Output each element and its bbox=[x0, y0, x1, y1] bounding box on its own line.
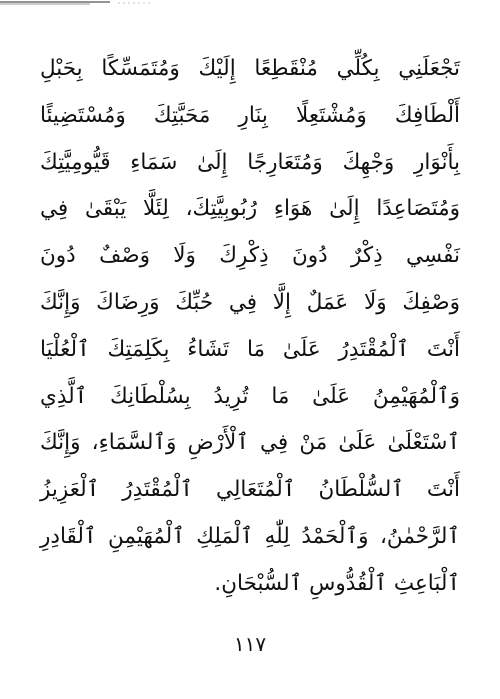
text-line-5: نَفْسِي ذِكْرٌ دُونَ ذِكْرِكَ وَلَا وَصْفٌ دُونَ bbox=[40, 243, 460, 269]
text-line-9: ٱسْتَعْلَىٰ عَلَىٰ مَنْ فِي ٱلْأَرْضِ وَٱلسَّمَاءِ، وَإِنَّكَ bbox=[40, 430, 460, 456]
page-number: ١١٧ bbox=[233, 632, 267, 656]
text-line-11: ٱلرَّحْمٰنُ، وَٱلْحَمْدُ لِلّٰهِ ٱلْمَلِكِ ٱلْمُهَيْمِنِ ٱلْقَادِرِ bbox=[40, 523, 460, 549]
text-line-8: وَٱلْمُهَيْمِنُ عَلَىٰ مَا تُرِيدُ بِسُلْطَانِكَ ٱلَّذِي bbox=[40, 383, 460, 409]
top-border-rule bbox=[0, 0, 500, 10]
text-line-7: أَنْتَ ٱلْمُقْتَدِرُ عَلَىٰ مَا تَشَاءُ بِكَلِمَتِكَ ٱلْعُلْيَا bbox=[40, 336, 460, 362]
text-line-4: وَمُتَصَاعِدًا إِلَىٰ هَوَاءِ رُبُوبِيَّتِكَ، لِئَلَّا يَبْقَىٰ فِي bbox=[40, 196, 460, 222]
text-line-12: ٱلْبَاعِثِ ٱلْقُدُّوسِ ٱلسُّبْحَانِ. bbox=[214, 570, 460, 596]
prayer-text-block bbox=[40, 46, 460, 608]
text-line-6: وَصْفِكَ وَلَا عَمَلٌ إِلَّا فِي حُبِّكَ وَرِضَاكَ وَإِنَّكَ bbox=[40, 289, 460, 315]
text-line-2: أَلْطَافِكَ وَمُشْتَعِلًا بِنَارِ مَحَبَّتِكَ وَمُسْتَضِيئًا bbox=[40, 102, 460, 128]
text-line-1: تَجْعَلَنِي بِكُلِّي مُنْقَطِعًا إِلَيْكَ وَمُتَمَسِّكًا بِحَبْلِ bbox=[40, 56, 460, 81]
text-line-3: بِأَنْوَارِ وَجْهِكَ وَمُتَعَارِجًا إِلَىٰ سَمَاءِ قَيُّومِيَّتِكَ bbox=[40, 149, 460, 175]
text-line-10: أَنْتَ ٱلسُّلْطَانُ ٱلْمُتَعَالِي ٱلْمُقْتَدِرُ ٱلْعَزِيزُ bbox=[40, 477, 460, 503]
